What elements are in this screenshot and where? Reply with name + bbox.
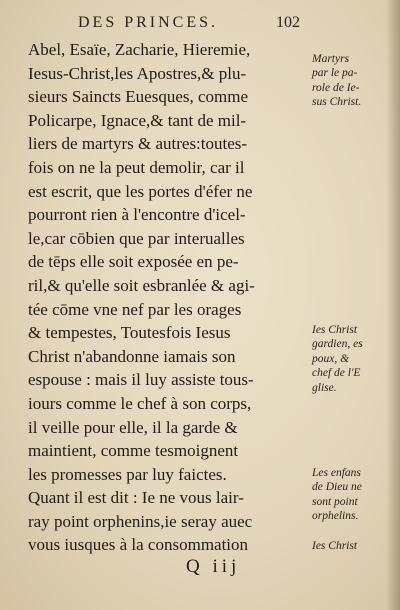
text-line: fois on ne la peut demolir, car il (28, 157, 245, 177)
margin-note-jesus-christ-guardian (312, 323, 392, 395)
text-line: iours comme le chef à son corps, (28, 393, 252, 413)
margin-note-martyrs (312, 52, 392, 110)
margin-note-line: orphelins. (312, 510, 359, 523)
text-line: Policarpe, Ignace,& tant de mil- (28, 110, 247, 130)
margin-note-line: chef de l'E (312, 367, 361, 380)
text-line: sieurs Saincts Euesques, comme (28, 87, 249, 107)
margin-note-children-of-god (312, 466, 392, 524)
margin-note-line: role de Ie- (312, 81, 360, 94)
text-line: & tempestes, Toutesfois Iesus (28, 323, 231, 343)
page-number: 102 (276, 14, 300, 31)
text-line: espouse : mais il luy assiste tous- (28, 370, 254, 390)
text-line: Iesus-Christ,les Apostres,& plu- (28, 63, 247, 83)
margin-note-line: Martyrs (312, 53, 350, 65)
text-line: Christ n'abandonne iamais son (28, 346, 236, 366)
text-line: ril,& qu'elle soit esbranlée & agi- (28, 275, 255, 295)
text-line: maintient, comme tesmoignent (28, 441, 239, 461)
text-line: est escrit, que les portes d'éfer ne (28, 181, 253, 201)
margin-note-line: sus Christ. (312, 96, 362, 109)
text-line: il veille pour elle, il la garde & (28, 417, 238, 437)
margin-note-line: Ies Christ (312, 540, 358, 552)
text-line: le,car cōbien que par interualles (28, 228, 245, 248)
margin-note-jesus-christ (312, 539, 392, 553)
running-head: DES PRINCES. (78, 14, 219, 31)
text-line: Quant il est dit : Ie ne vous lair- (28, 488, 244, 508)
text-line: pourront rien à l'encontre d'icel- (28, 205, 246, 225)
text-line: ray point orphenins,ie seray auec (28, 511, 253, 531)
margin-note-line: Les enfans (312, 467, 361, 479)
text-line: liers de martyrs & autres:toutes- (28, 134, 248, 154)
margin-note-line: gardien, es (312, 338, 363, 351)
text-line: Abel, Esaïe, Zacharie, Hieremie, (28, 40, 251, 59)
text-line: les promesses par luy faictes. (28, 464, 227, 484)
body-text (28, 38, 310, 557)
text-line: de tēps elle soit exposée en pe- (28, 252, 239, 272)
margin-note-line: poux, & (312, 352, 350, 365)
margin-note-line: Ies Christ (312, 324, 358, 336)
signature-mark: Q iij (186, 556, 241, 577)
text-line: vous iusques à la consommation (28, 535, 249, 555)
margin-note-line: glise. (312, 381, 337, 394)
margin-note-line: par le pa- (312, 67, 358, 80)
page-header (0, 14, 400, 34)
margin-note-line: sont point (312, 495, 358, 508)
margin-note-line: de Dieu ne (312, 481, 362, 494)
text-line: tée cōme vne nef par les orages (28, 299, 242, 319)
